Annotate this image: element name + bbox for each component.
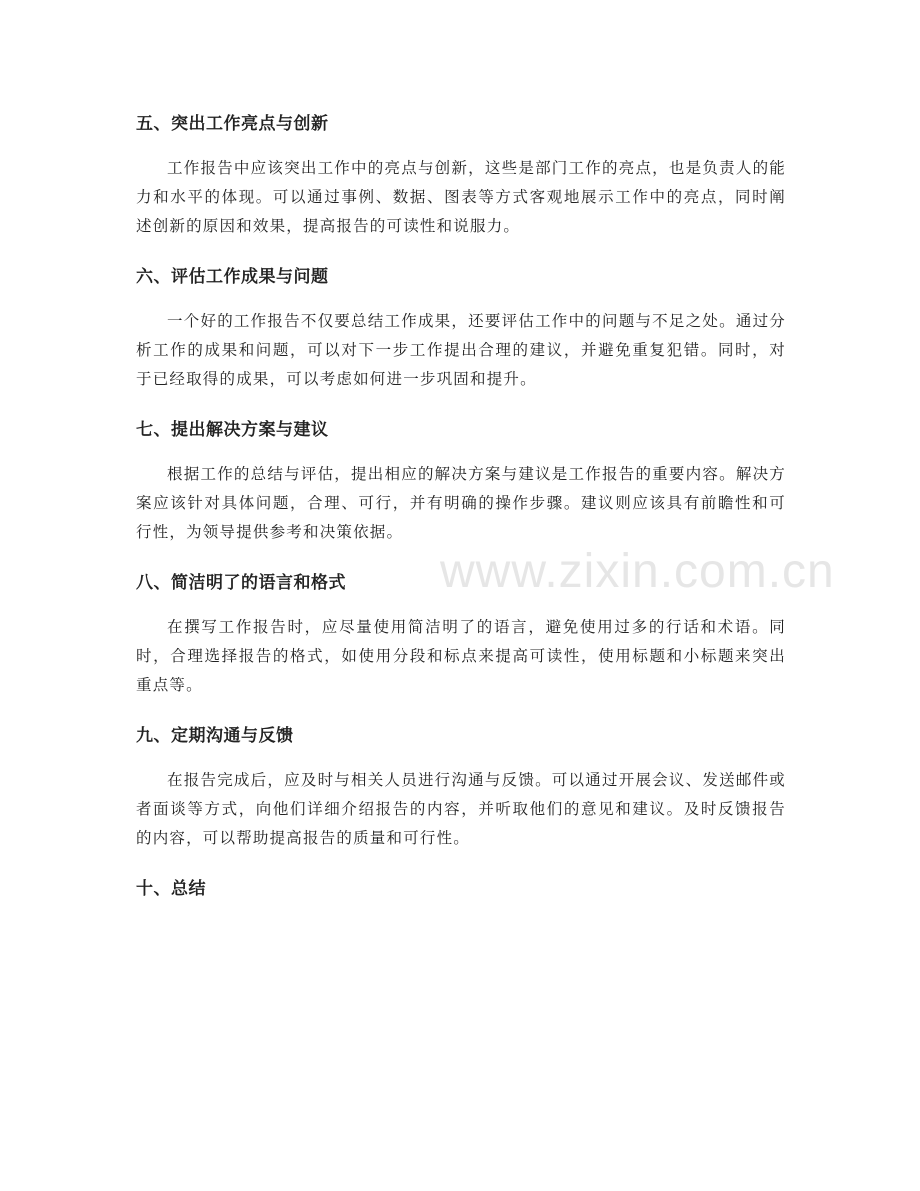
section-body-7: 根据工作的总结与评估，提出相应的解决方案与建议是工作报告的重要内容。解决方案应该针对具体问题，合理、可行，并有明确的操作步骤。建议则应该具有前瞻性和可行性，为领导提供参考和决策依据。 <box>136 465 786 541</box>
section-heading-5: 五、突出工作亮点与创新 <box>136 114 329 134</box>
section-body-6: 一个好的工作报告不仅要总结工作成果，还要评估工作中的问题与不足之处。通过分析工作的成果和问题，可以对下一步工作提出合理的建议，并避免重复犯错。同时，对于已经取得的成果，可以考虑如何进一步巩固和提升。 <box>136 312 786 388</box>
section-heading-10: 十、总结 <box>136 879 206 899</box>
section-heading-7: 七、提出解决方案与建议 <box>136 420 329 440</box>
section-body-8: 在撰写工作报告时，应尽量使用简洁明了的语言，避免使用过多的行话和术语。同时，合理选择报告的格式，如使用分段和标点来提高可读性，使用标题和小标题来突出重点等。 <box>136 618 786 694</box>
watermark: www.zixin.com.cn <box>440 545 835 598</box>
section-heading-6: 六、评估工作成果与问题 <box>136 267 329 287</box>
document-content <box>136 104 786 919</box>
section-heading-9: 九、定期沟通与反馈 <box>136 726 294 746</box>
section-body-9: 在报告完成后，应及时与相关人员进行沟通与反馈。可以通过开展会议、发送邮件或者面谈等方式，向他们详细介绍报告的内容，并听取他们的意见和建议。及时反馈报告的内容，可以帮助提高报告的质量和可行性。 <box>136 771 786 847</box>
section-body-5: 工作报告中应该突出工作中的亮点与创新，这些是部门工作的亮点，也是负责人的能力和水平的体现。可以通过事例、数据、图表等方式客观地展示工作中的亮点，同时阐述创新的原因和效果，提高报告的可读性和说服力。 <box>136 159 786 235</box>
section-heading-8: 八、简洁明了的语言和格式 <box>136 573 346 593</box>
